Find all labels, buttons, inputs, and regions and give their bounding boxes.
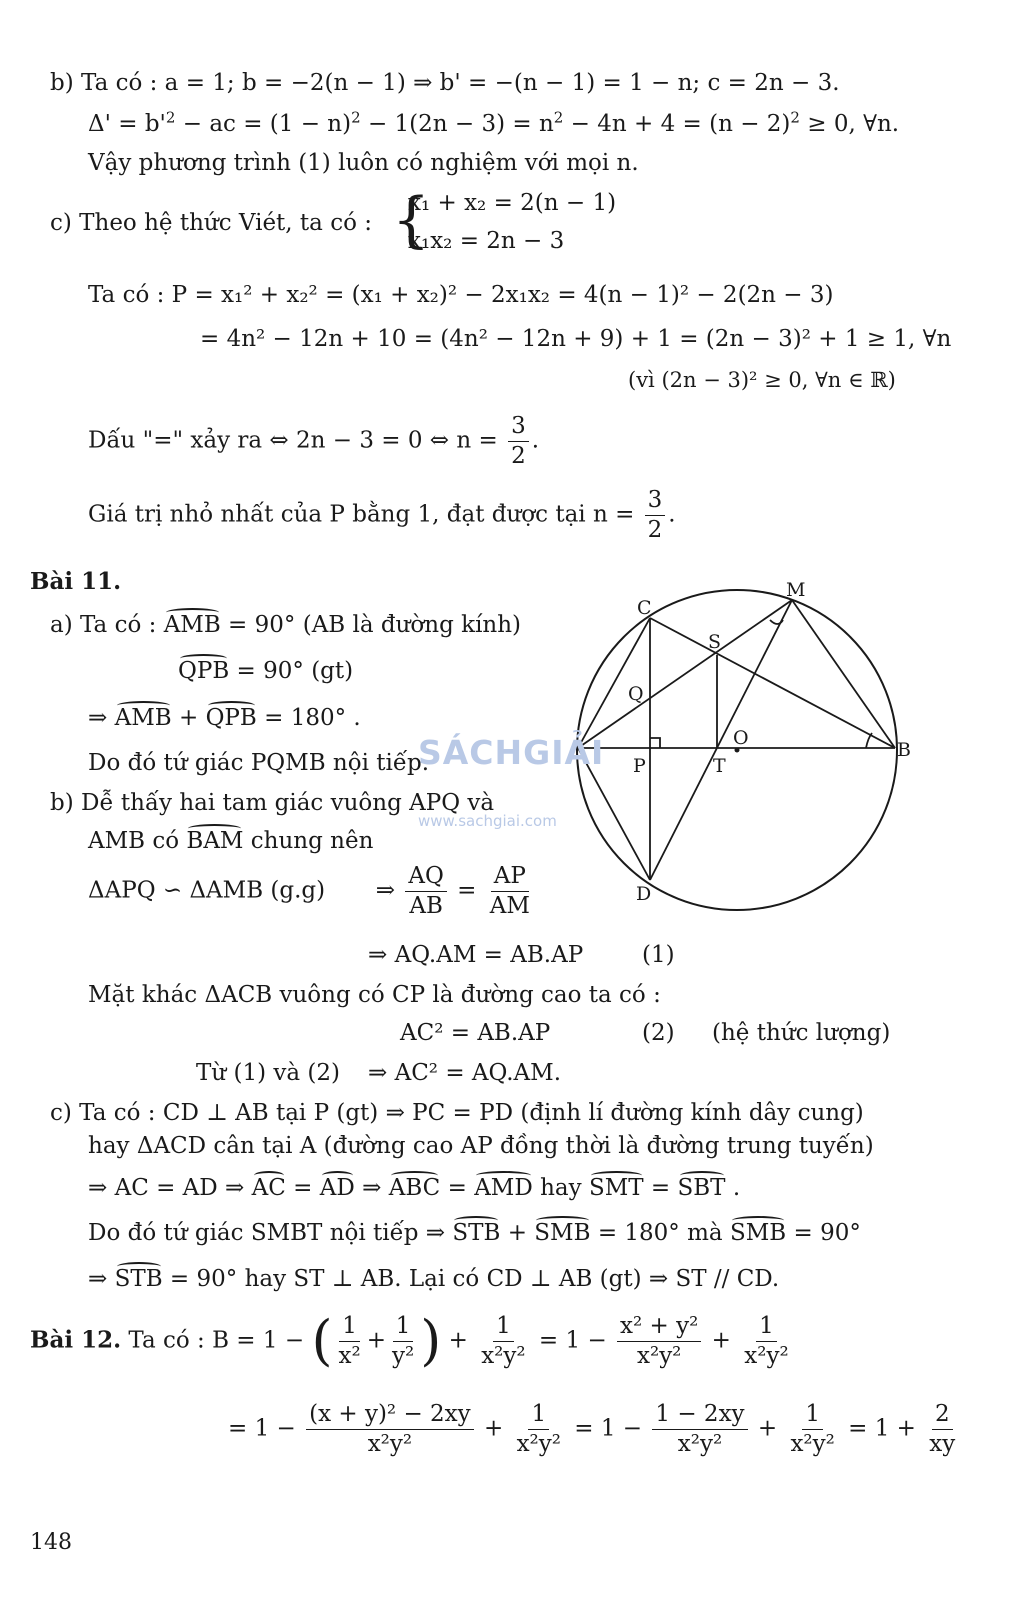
line-c1: c) Theo hệ thức Viét, ta có :: [50, 210, 372, 236]
label-m: M: [786, 579, 806, 601]
label-q: Q: [628, 683, 644, 705]
line-c5: Dấu "=" xảy ra ⇔ 2n − 3 = 0 ⇔ n = $\frac{3}{2}$ .: [88, 413, 540, 469]
label-c: C: [637, 597, 652, 619]
line-bb6-num: (2): [642, 1020, 675, 1046]
line-c6: Giá trị nhỏ nhất của P bằng 1, đạt được tại n = $\frac{3}{2}$ .: [88, 487, 676, 543]
line-c2: Ta có : P = x₁² + x₂² = (x₁ + x₂)² − 2x₁x₂ = 4(n − 1)² − 2(2n − 3): [88, 282, 834, 308]
watermark-logo: SÁCHGIẢI: [418, 733, 605, 772]
line-a2: QPB = 90° (gt): [178, 658, 354, 684]
segment-am: [578, 600, 792, 748]
geometry-figure: [570, 575, 920, 915]
line-cc3: ⇒ AC = AD ⇒ AC = AD ⇒ ABC = AMD hay SMT = SBT .: [88, 1175, 741, 1201]
line-a1: a) Ta có : AMB = 90° (AB là đường kính): [50, 612, 522, 638]
line-bb6: AC² = AB.AP: [400, 1020, 551, 1046]
line-bb4-num: (1): [642, 942, 675, 968]
watermark-url: www.sachgiai.com: [418, 812, 557, 830]
line-bb3: ΔAPQ ∽ ΔAMB (g.g) ⇒ $\frac{AQ}{AB}$ = $\frac{AP}{AM}$: [88, 863, 530, 919]
system-brace: {: [392, 185, 431, 255]
line-cc2: hay ΔACD cân tại A (đường cao AP đồng thời là đường trung tuyến): [88, 1133, 874, 1159]
system-eq2: x₁x₂ = 2n − 3: [408, 228, 565, 254]
label-t: T: [713, 755, 726, 777]
line-b1: b) Ta có : a = 1; b = −2(n − 1) ⇒ b' = −(n − 1) = 1 − n; c = 2n − 3.: [50, 70, 840, 96]
line-e1: Bài 12. Ta có : B = 1 − ( $\frac{1}{\text{x²}}$ + $\frac{1}{\text{y²}}$ ) + $\frac{1}{\text{x²y²}}$ = 1 − $\frac{\text{x² + y²}}{\text{x²y²}}$ + $\frac{1}{\text{x²y²}}$: [30, 1309, 789, 1373]
segment-mb: [792, 600, 895, 748]
line-a4: Do đó tứ giác PQMB nội tiếp.: [88, 750, 430, 776]
line-b2: $\Delta' = b'^2$ − ac = $(1 - n)^2 - 1(2n - 3) = n^2 - 4n + 4 = (n - 2)^2 \ge 0$, ∀n.: [88, 108, 900, 137]
line-bb4: ⇒ AQ.AM = AB.AP: [368, 942, 584, 968]
label-o: O: [733, 727, 749, 749]
line-bb5: Mặt khác ΔACB vuông có CP là đường cao ta có :: [88, 982, 661, 1008]
label-p: P: [633, 755, 646, 777]
heading-bai-11: Bài 11.: [30, 568, 122, 595]
system-eq1: x₁ + x₂ = 2(n − 1): [408, 190, 617, 216]
line-bb7a: Từ (1) và (2): [196, 1060, 340, 1086]
line-cc1: c) Ta có : CD ⊥ AB tại P (gt) ⇒ PC = PD (định lí đường kính dây cung): [50, 1100, 864, 1126]
line-c3: = 4n² − 12n + 10 = (4n² − 12n + 9) + 1 = (2n − 3)² + 1 ≥ 1, ∀n: [200, 326, 952, 352]
line-cc5: ⇒ STB = 90° hay ST ⊥ AB. Lại có CD ⊥ AB (gt) ⇒ ST // CD.: [88, 1266, 780, 1292]
label-s: S: [708, 631, 722, 653]
label-d: D: [636, 883, 652, 905]
right-angle-mark: [650, 738, 660, 748]
line-e2: = 1 − $\frac{\text{(x + y)² − 2xy}}{\text{x²y²}}$ + $\frac{1}{\text{x²y²}}$ = 1 − $\frac{1 - 2xy}{\text{x²y²}}$ + $\frac{1}{\text{x²y²}}$ = 1 + $\frac{2}{xy}$: [228, 1401, 956, 1457]
angle-mark-b: [866, 733, 872, 748]
page-number: 148: [30, 1530, 72, 1555]
line-bb2: AMB có BAM chung nên: [88, 828, 374, 854]
line-bb1: b) Dễ thấy hai tam giác vuông APQ và: [50, 790, 495, 816]
line-a3: ⇒ AMB + QPB = 180° .: [88, 705, 361, 731]
line-cc4: Do đó tứ giác SMBT nội tiếp ⇒ STB + SMB = 180° mà SMB = 90°: [88, 1220, 861, 1246]
line-c4: (vì (2n − 3)² ≥ 0, ∀n ∈ ℝ): [628, 368, 896, 392]
line-b3: Vậy phương trình (1) luôn có nghiệm với mọi n.: [88, 150, 639, 176]
line-bb6-note: (hệ thức lượng): [712, 1020, 891, 1046]
line-bb7b: ⇒ AC² = AQ.AM.: [368, 1060, 562, 1086]
label-b: B: [897, 739, 911, 761]
